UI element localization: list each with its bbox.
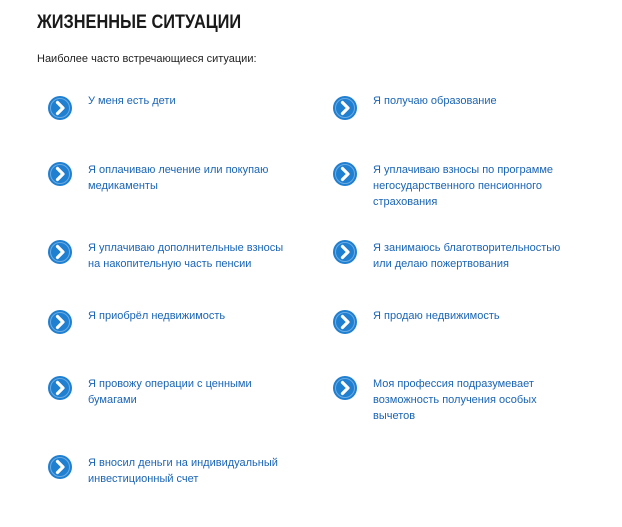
chevron-right-circle-icon[interactable] [332, 375, 358, 401]
situation-label[interactable]: Я провожу операции с ценными бумагами [88, 378, 252, 406]
page-title: ЖИЗНЕННЫЕ СИТУАЦИИ [37, 12, 242, 33]
chevron-right-circle-icon[interactable] [47, 309, 73, 335]
chevron-right-circle-icon[interactable] [47, 454, 73, 480]
situation-label[interactable]: Я оплачиваю лечение или покупаю медикаменты [88, 164, 269, 192]
chevron-right-circle-icon[interactable] [332, 161, 358, 187]
situation-label[interactable]: Я уплачиваю взносы по программе негосударственного пенсионного страхования [373, 164, 554, 208]
situation-label[interactable]: Я вносил деньги на индивидуальный инвестиционный счет [88, 457, 278, 485]
chevron-right-circle-icon[interactable] [332, 95, 358, 121]
chevron-right-circle-icon[interactable] [47, 95, 73, 121]
situation-label[interactable]: Моя профессия подразумевает возможность получения особых вычетов [373, 378, 537, 422]
situation-label[interactable]: Я продаю недвижимость [373, 310, 500, 322]
situation-label[interactable]: Я уплачиваю дополнительные взносы на накопительную часть пенсии [88, 242, 284, 270]
section-subtitle: Наиболее часто встречающиеся ситуации: [37, 53, 257, 65]
chevron-right-circle-icon[interactable] [332, 239, 358, 265]
situation-label[interactable]: Я занимаюсь благотворительностью или делаю пожертвования [373, 242, 561, 270]
chevron-right-circle-icon[interactable] [47, 375, 73, 401]
chevron-right-circle-icon[interactable] [47, 161, 73, 187]
chevron-right-circle-icon[interactable] [332, 309, 358, 335]
chevron-right-circle-icon[interactable] [47, 239, 73, 265]
situation-label[interactable]: У меня есть дети [88, 95, 176, 107]
situation-label[interactable]: Я получаю образование [373, 95, 497, 107]
situation-label[interactable]: Я приобрёл недвижимость [88, 310, 226, 322]
